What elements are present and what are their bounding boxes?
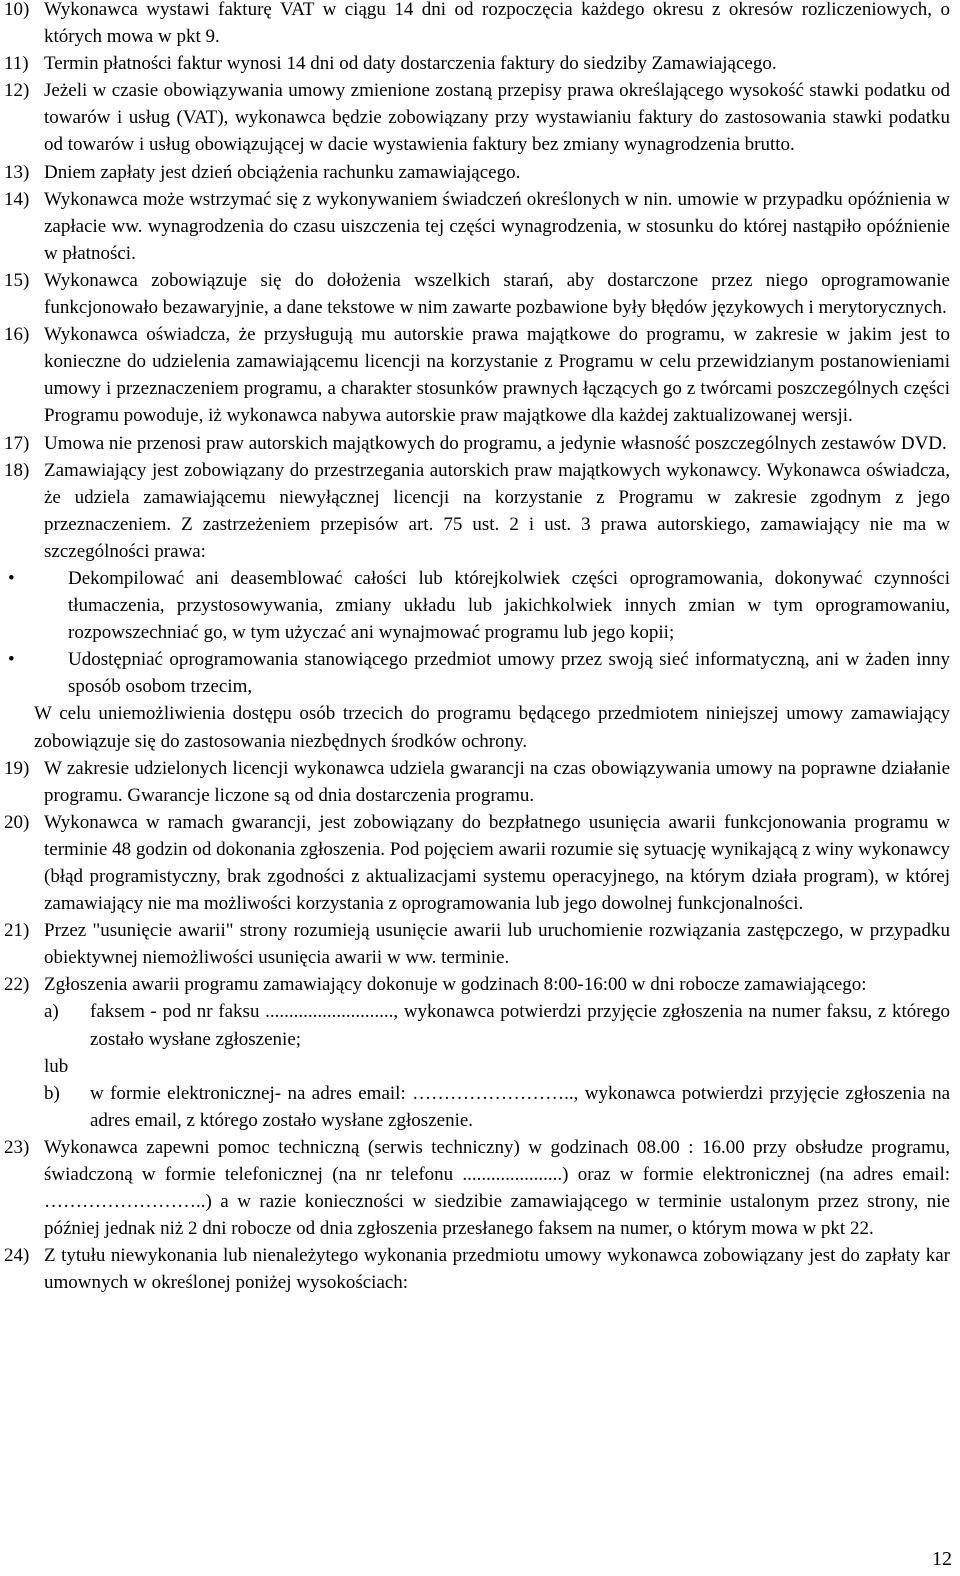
clause-number: 10) xyxy=(4,0,30,20)
clause-number: 15) xyxy=(4,269,30,291)
clause-text: Umowa nie przenosi praw autorskich majątkowych do programu, a jedynie własność poszczególnych zestawów DVD. xyxy=(44,432,947,454)
clause-text: Wykonawca w ramach gwarancji, jest zobowiązany do bezpłatnego usunięcia awarii funkcjonowania programu w terminie 48 godzin od dokonania zgłoszenia. Pod pojęciem awarii rozumie się sytuację wynikającą z winy wykonawcy (błąd programistyczny, brak zgodności z aktualizacjami systemu operacyjnego, na którym działa program), w której zamawiający nie ma możliwości korzystania z oprogramowania lub jego dowolnej funkcjonalności. xyxy=(44,811,950,915)
clause-number: 23) xyxy=(4,1136,30,1158)
bullet-mark: • xyxy=(8,649,15,671)
clause-text: Zamawiający jest zobowiązany do przestrzegania autorskich praw majątkowych wykonawcy. Wykonawca oświadcza, że udziela zamawiającemu niewyłącznej licencji na korzystanie z Programu w zakresie zgodnym z jego przeznaczeniem. Z zastrzeżeniem przepisów art. 75 ust. 2 i ust. 3 prawa autorskiego, zamawiający nie ma w szczególności prawa: xyxy=(44,459,950,562)
clause-number: 24) xyxy=(4,1245,30,1267)
clause-text: Przez "usunięcie awarii" strony rozumieją usunięcie awarii lub uruchomienie rozwiązania zastępczego, w przypadku obiektywnej niemożliwości usunięcia awarii w ww. terminie. xyxy=(44,920,950,969)
bullet-mark: • xyxy=(8,567,15,589)
clause-text: Dniem zapłaty jest dzień obciążenia rachunku zamawiającego. xyxy=(44,161,521,183)
clause-number: 14) xyxy=(4,188,30,210)
clause-10 xyxy=(4,0,950,50)
subitem-text: faksem - pod nr faksu ..........................., wykonawca potwierdzi przyjęcie zgłoszenia na numer faksu, z którego zostało wysłane zgłoszenie; xyxy=(90,1001,950,1050)
clause-number: 16) xyxy=(4,324,30,346)
clause-text: Wykonawca może wstrzymać się z wykonywaniem świadczeń określonych w nin. umowie w przypadku opóźnienia w zapłacie ww. wynagrodzenia do czasu uiszczenia tej części wynagrodzenia, w stosunku do której nastąpiło opóźnienie w płatności. xyxy=(44,188,950,264)
contract-text xyxy=(4,0,950,1297)
clause-14 xyxy=(4,186,950,267)
clause-number: 22) xyxy=(4,974,30,996)
clause-text: Z tytułu niewykonania lub nienależytego wykonania przedmiotu umowy wykonawca zobowiązany jest do zapłaty kar umownych w określonej poniżej wysokościach: xyxy=(44,1245,950,1294)
clause-text: Wykonawca oświadcza, że przysługują mu autorskie prawa majątkowe do programu, w zakresie w jakim jest to konieczne do udzielenia zamawiającemu licencji na korzystanie z Programu w celu przewidzianym postanowieniami umowy i przeznaczeniem programu, a charakter stosunków prawnych łączących go z twórcami poszczególnych części Programu powoduje, iż wykonawca nabywa autorskie praw majątkowe dla każdej zaktualizowanej wersji. xyxy=(44,324,950,427)
bullet-text: Dekompilować ani deasemblować całości lub którejkolwiek części oprogramowania, dokonywać czynności tłumaczenia, przystosowywania, zmiany układu lub jakichkolwiek innych zmian w tym oprogramowaniu, rozpowszechniać go, w tym użyczać ani wynajmować programu lub jego kopii; xyxy=(68,567,950,644)
subitem-letter: a) xyxy=(44,1001,59,1023)
clause-text: Termin płatności faktur wynosi 14 dni od daty dostarczenia faktury do siedziby Zamawiającego. xyxy=(44,53,777,75)
clause-24 xyxy=(4,1242,950,1296)
clause-number: 20) xyxy=(4,811,30,833)
bullet-text: Udostępniać oprogramowania stanowiącego przedmiot umowy przez swoją sieć informatyczną, ani w żaden inny sposób osobom trzecim, xyxy=(68,649,950,698)
clause-21 xyxy=(4,917,950,971)
clause-22 xyxy=(4,971,950,998)
clause-11 xyxy=(4,50,950,77)
subitem-letter: b) xyxy=(44,1082,60,1104)
page-number: 12 xyxy=(932,1548,952,1570)
clause-text: Jeżeli w czasie obowiązywania umowy zmienione zostaną przepisy prawa określającego wysokość stawki podatku od towarów i usług (VAT), wykonawca będzie zobowiązany przy wystawianiu faktury do zastosowania stawki podatku od towarów i usług obowiązującej w dacie wystawienia faktury bez zmiany wynagrodzenia brutto. xyxy=(44,80,950,156)
subitem-fax xyxy=(44,998,950,1052)
clause-number: 19) xyxy=(4,757,30,779)
clause-text: W zakresie udzielonych licencji wykonawca udziela gwarancji na czas obowiązywania umowy na poprawne działanie programu. Gwarancje liczone są od dnia dostarczenia programu. xyxy=(44,757,950,806)
clause-number: 18) xyxy=(4,459,30,481)
bullet-item xyxy=(4,646,950,700)
clause-20 xyxy=(4,809,950,917)
clause-text: Zgłoszenia awarii programu zamawiający dokonuje w godzinach 8:00-16:00 w dni robocze zamawiającego: xyxy=(44,974,867,996)
clause-16 xyxy=(4,321,950,429)
subitem-or: lub xyxy=(44,1055,69,1077)
clause-13 xyxy=(4,159,950,186)
clause-text: Wykonawca zobowiązuje się do dołożenia wszelkich starań, aby dostarczone przez niego oprogramowanie funkcjonowało bezawaryjnie, a dane tekstowe w nim zawarte pozbawione były błędów językowych i merytorycznych. xyxy=(44,269,950,319)
clause-number: 11) xyxy=(4,53,29,75)
clause-18 xyxy=(4,457,950,565)
clause-19 xyxy=(4,755,950,809)
subitem-email xyxy=(44,1080,950,1134)
protection-paragraph: W celu uniemożliwienia dostępu osób trzecich do programu będącego przedmiotem niniejszej umowy zamawiający zobowiązuje się do zastosowania niezbędnych środków ochrony. xyxy=(34,703,950,752)
clause-text: Wykonawca zapewni pomoc techniczną (serwis techniczny) w godzinach 08.00 : 16.00 przy obsłudze programu, świadczoną w formie telefonicznej (na nr telefonu .....................) oraz w formie elektronicznej (na adres email: ……………………..) a w razie konieczności w siedzibie zamawiającego w terminie ustalonym przez strony, nie później jednak niż 2 dni robocze od dnia zgłoszenia przesłanego faksem na numer, o którym mowa w pkt 22. xyxy=(44,1136,950,1240)
clause-17 xyxy=(4,430,950,457)
clause-number: 13) xyxy=(4,161,30,183)
bullet-item xyxy=(4,565,950,646)
clause-12 xyxy=(4,77,950,158)
clause-23 xyxy=(4,1134,950,1242)
clause-number: 12) xyxy=(4,80,30,102)
subitem-text: w formie elektronicznej- na adres email: …………………….., wykonawca potwierdzi przyjęcie zgłoszenia na adres email, z którego zostało wysłane zgłoszenie. xyxy=(90,1082,950,1131)
clause-15 xyxy=(4,267,950,321)
clause-22-subitems xyxy=(4,998,950,1133)
clause-number: 17) xyxy=(4,432,30,454)
clause-text: Wykonawca wystawi fakturę VAT w ciągu 14 dni od rozpoczęcia każdego okresu z okresów rozliczeniowych, o których mowa w pkt 9. xyxy=(44,0,950,48)
clause-number: 21) xyxy=(4,920,30,942)
